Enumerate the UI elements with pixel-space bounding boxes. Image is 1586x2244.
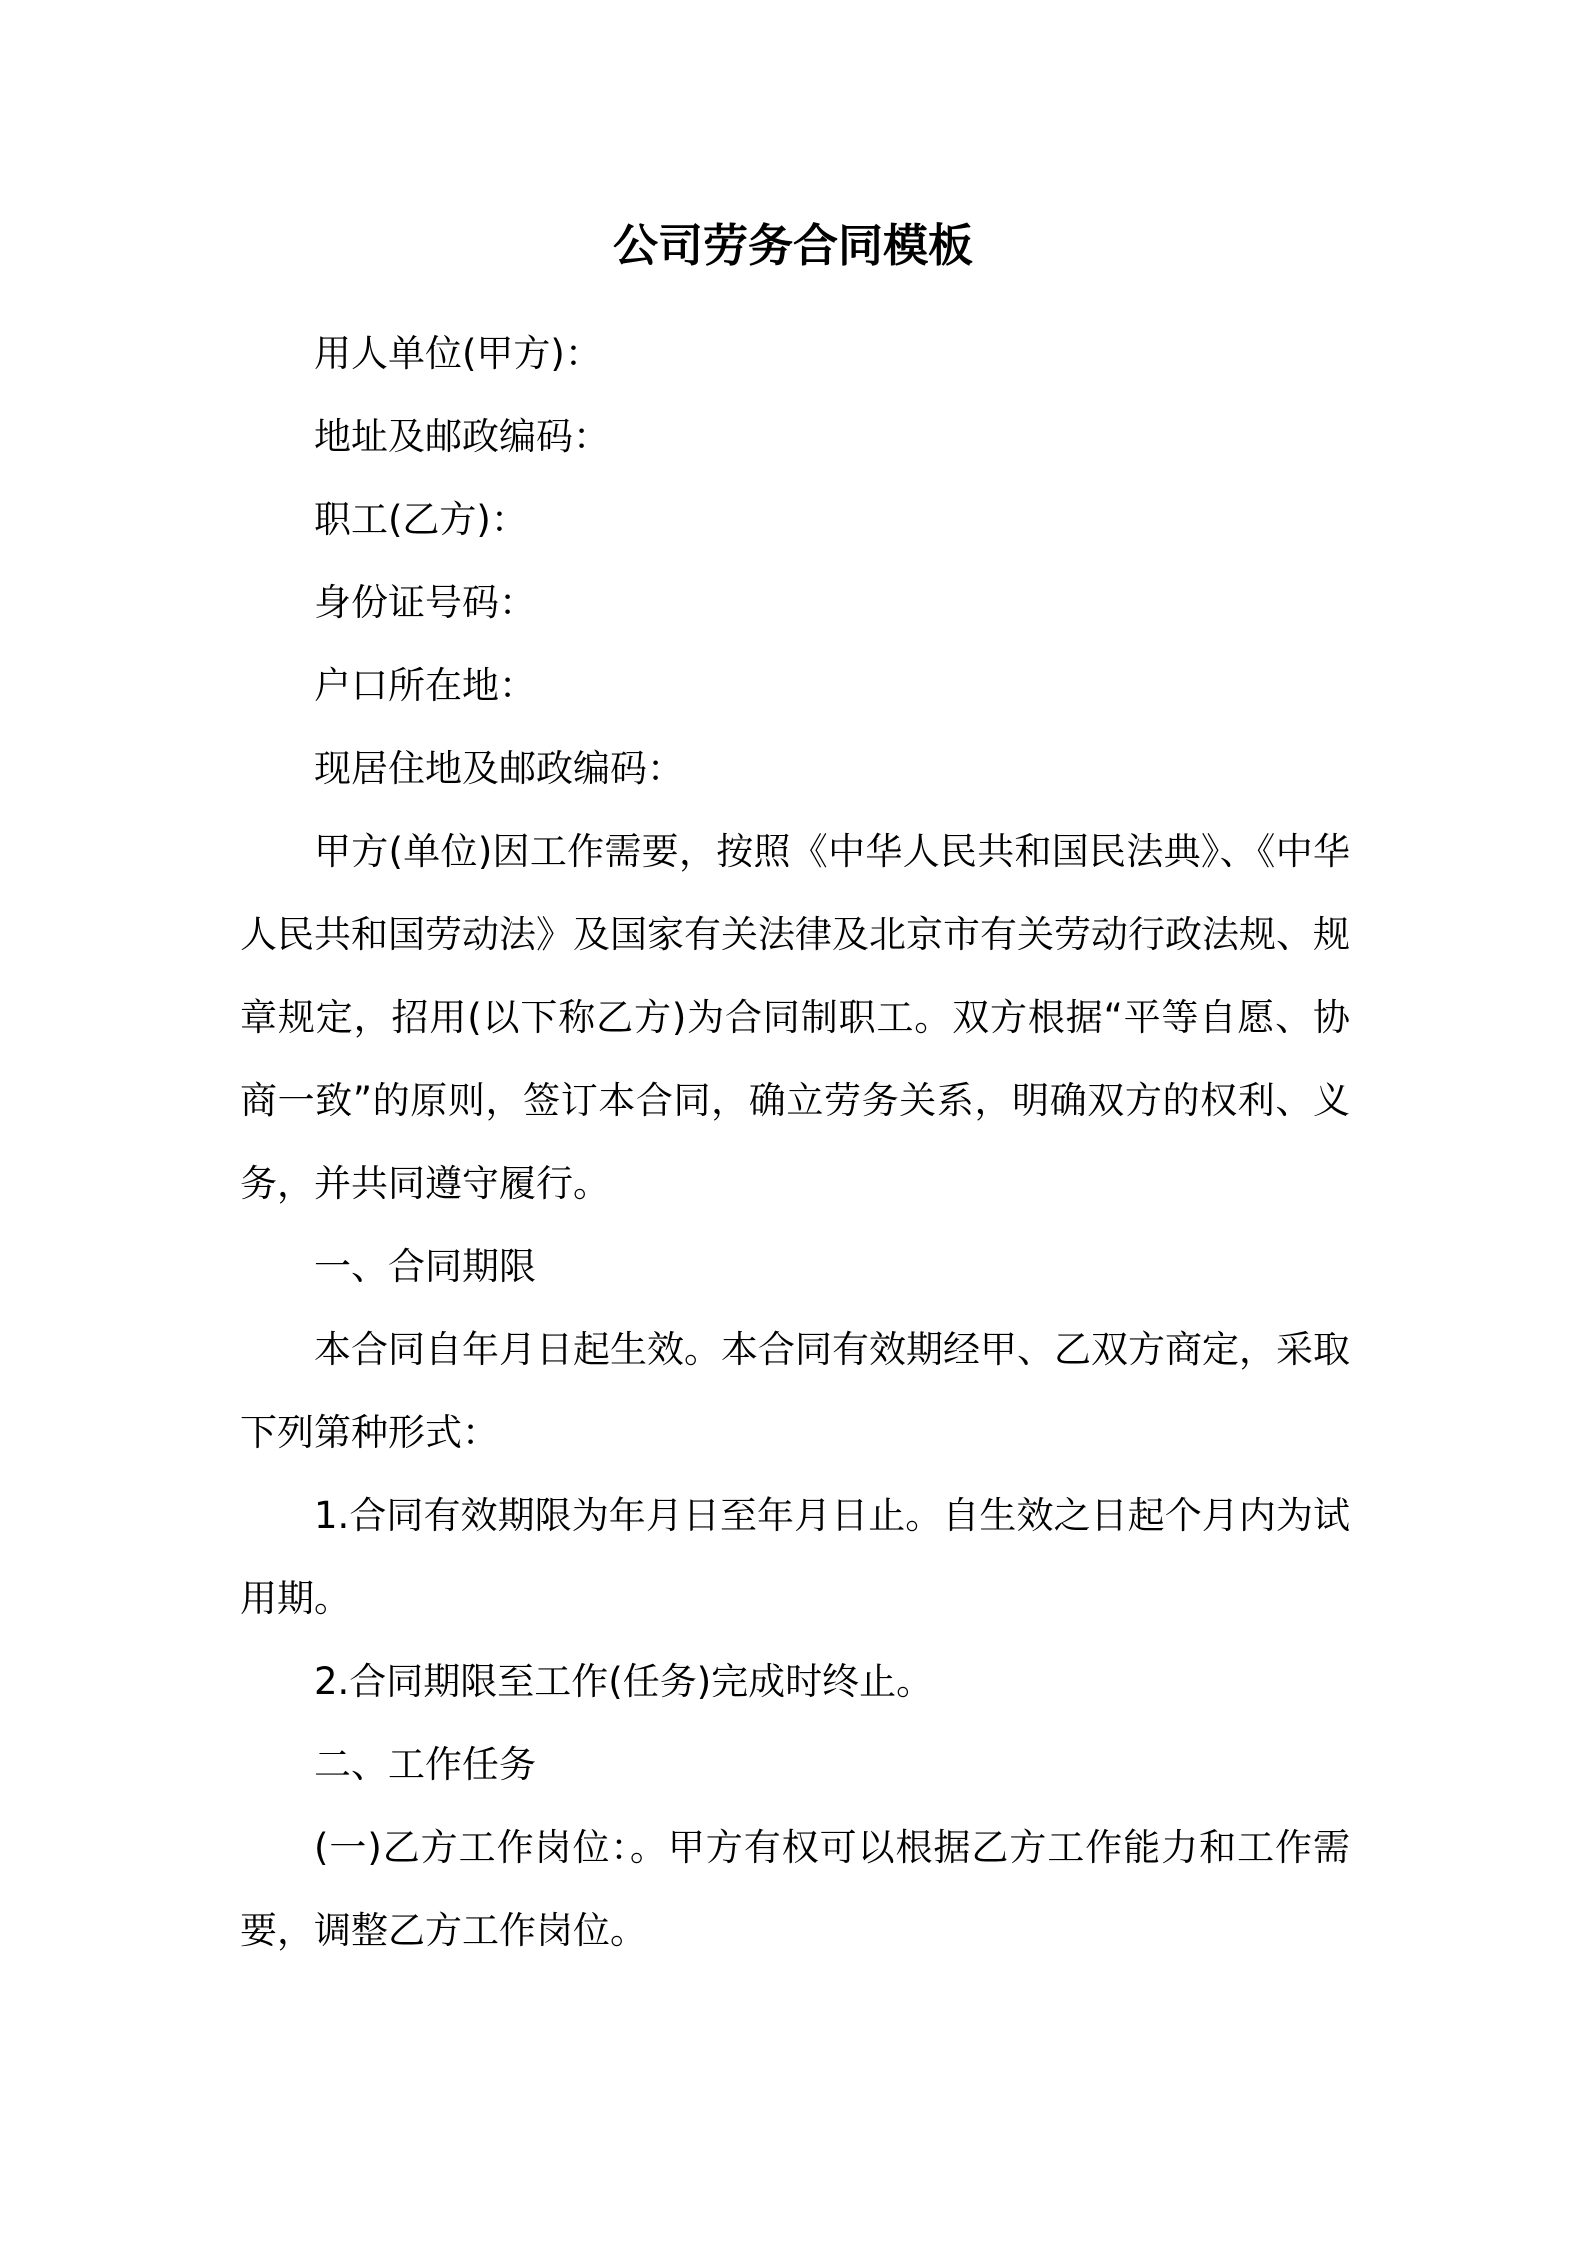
contract-term-item-1: 1.合同有效期限为年月日至年月日止。自生效之日起个月内为试用期。 <box>240 1494 1350 1620</box>
field-address-postcode: 地址及邮政编码： <box>314 415 610 458</box>
field-current-residence: 现居住地及邮政编码： <box>314 747 684 790</box>
contract-term-item-2: 2.合同期限至工作(任务)完成时终止。 <box>314 1660 934 1703</box>
section-heading-contract-term: 一、合同期限 <box>314 1245 536 1288</box>
field-household-registration: 户口所在地： <box>314 664 536 707</box>
document-body <box>240 312 1350 1972</box>
work-tasks-item-1: (一)乙方工作岗位：。甲方有权可以根据乙方工作能力和工作需要，调整乙方工作岗位。 <box>240 1826 1350 1952</box>
contract-term-intro: 本合同自年月日起生效。本合同有效期经甲、乙双方商定，采取下列第种形式： <box>240 1328 1350 1454</box>
field-id-number: 身份证号码： <box>314 581 536 624</box>
section-heading-work-tasks: 二、工作任务 <box>314 1743 536 1786</box>
field-employee: 职工(乙方)： <box>314 498 528 541</box>
field-employer: 用人单位(甲方)： <box>314 332 602 375</box>
preamble-paragraph: 甲方(单位)因工作需要，按照《中华人民共和国民法典》、《中华人民共和国劳动法》及国家有关法律及北京市有关劳动行政法规、规章规定，招用(以下称乙方)为合同制职工。双方根据“平等自愿、协商一致”的原则，签订本合同，确立劳务关系，明确双方的权利、义务，并共同遵守履行。 <box>240 830 1350 1205</box>
document-title: 公司劳务合同模板 <box>612 219 973 272</box>
